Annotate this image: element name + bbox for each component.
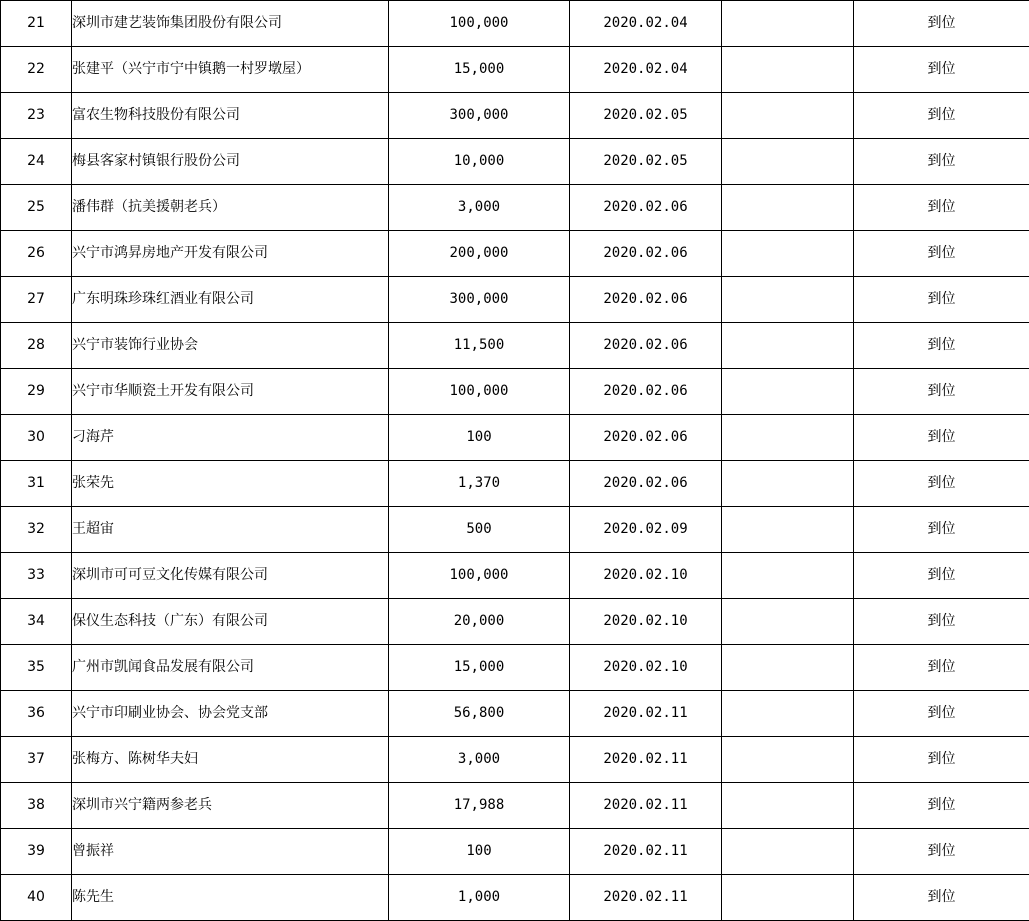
row-index-cell: 35 <box>1 645 72 691</box>
amount-cell: 300,000 <box>389 277 570 323</box>
date-cell: 2020.02.11 <box>570 875 722 921</box>
donor-name-cell: 富农生物科技股份有限公司 <box>72 93 389 139</box>
donor-name-cell: 张建平（兴宁市宁中镇鹅一村罗墩屋） <box>72 47 389 93</box>
row-index-cell: 30 <box>1 415 72 461</box>
amount-cell: 10,000 <box>389 139 570 185</box>
row-index-cell: 31 <box>1 461 72 507</box>
table-row <box>1 691 1029 737</box>
status-cell: 到位 <box>854 461 1029 507</box>
table-row <box>1 415 1029 461</box>
row-index-cell: 21 <box>1 1 72 47</box>
note-cell <box>722 93 854 139</box>
row-index-cell: 37 <box>1 737 72 783</box>
status-cell: 到位 <box>854 47 1029 93</box>
donor-name-cell: 王超宙 <box>72 507 389 553</box>
amount-cell: 100,000 <box>389 553 570 599</box>
date-cell: 2020.02.10 <box>570 599 722 645</box>
status-cell: 到位 <box>854 553 1029 599</box>
donor-name-cell: 梅县客家村镇银行股份公司 <box>72 139 389 185</box>
status-cell: 到位 <box>854 737 1029 783</box>
note-cell <box>722 277 854 323</box>
date-cell: 2020.02.06 <box>570 461 722 507</box>
date-cell: 2020.02.11 <box>570 737 722 783</box>
date-cell: 2020.02.04 <box>570 1 722 47</box>
row-index-cell: 29 <box>1 369 72 415</box>
table-row <box>1 875 1029 921</box>
note-cell <box>722 47 854 93</box>
donor-name-cell: 兴宁市华顺瓷土开发有限公司 <box>72 369 389 415</box>
table-row <box>1 737 1029 783</box>
note-cell <box>722 737 854 783</box>
row-index-cell: 27 <box>1 277 72 323</box>
status-cell: 到位 <box>854 369 1029 415</box>
row-index-cell: 38 <box>1 783 72 829</box>
note-cell <box>722 185 854 231</box>
donor-name-cell: 兴宁市装饰行业协会 <box>72 323 389 369</box>
date-cell: 2020.02.06 <box>570 415 722 461</box>
date-cell: 2020.02.06 <box>570 369 722 415</box>
row-index-cell: 25 <box>1 185 72 231</box>
status-cell: 到位 <box>854 875 1029 921</box>
table-row <box>1 1 1029 47</box>
date-cell: 2020.02.09 <box>570 507 722 553</box>
donor-name-cell: 兴宁市印刷业协会、协会党支部 <box>72 691 389 737</box>
amount-cell: 300,000 <box>389 93 570 139</box>
amount-cell: 3,000 <box>389 185 570 231</box>
donor-name-cell: 广东明珠珍珠红酒业有限公司 <box>72 277 389 323</box>
donor-name-cell: 深圳市兴宁籍两参老兵 <box>72 783 389 829</box>
status-cell: 到位 <box>854 323 1029 369</box>
donor-name-cell: 广州市凯闻食品发展有限公司 <box>72 645 389 691</box>
amount-cell: 3,000 <box>389 737 570 783</box>
table-row <box>1 185 1029 231</box>
table-row <box>1 277 1029 323</box>
amount-cell: 100 <box>389 415 570 461</box>
date-cell: 2020.02.11 <box>570 829 722 875</box>
date-cell: 2020.02.05 <box>570 93 722 139</box>
status-cell: 到位 <box>854 507 1029 553</box>
note-cell <box>722 829 854 875</box>
donor-name-cell: 潘伟群（抗美援朝老兵） <box>72 185 389 231</box>
row-index-cell: 32 <box>1 507 72 553</box>
date-cell: 2020.02.10 <box>570 645 722 691</box>
amount-cell: 100 <box>389 829 570 875</box>
amount-cell: 1,370 <box>389 461 570 507</box>
amount-cell: 17,988 <box>389 783 570 829</box>
row-index-cell: 22 <box>1 47 72 93</box>
date-cell: 2020.02.10 <box>570 553 722 599</box>
note-cell <box>722 461 854 507</box>
date-cell: 2020.02.06 <box>570 231 722 277</box>
status-cell: 到位 <box>854 415 1029 461</box>
note-cell <box>722 599 854 645</box>
donor-name-cell: 张荣先 <box>72 461 389 507</box>
row-index-cell: 26 <box>1 231 72 277</box>
amount-cell: 20,000 <box>389 599 570 645</box>
note-cell <box>722 369 854 415</box>
donation-table-body <box>1 1 1029 921</box>
note-cell <box>722 231 854 277</box>
note-cell <box>722 783 854 829</box>
table-row <box>1 783 1029 829</box>
table-row <box>1 47 1029 93</box>
status-cell: 到位 <box>854 277 1029 323</box>
date-cell: 2020.02.06 <box>570 277 722 323</box>
row-index-cell: 39 <box>1 829 72 875</box>
date-cell: 2020.02.05 <box>570 139 722 185</box>
amount-cell: 15,000 <box>389 645 570 691</box>
date-cell: 2020.02.06 <box>570 185 722 231</box>
table-row <box>1 231 1029 277</box>
table-row <box>1 461 1029 507</box>
amount-cell: 11,500 <box>389 323 570 369</box>
donor-name-cell: 兴宁市鸿昇房地产开发有限公司 <box>72 231 389 277</box>
row-index-cell: 23 <box>1 93 72 139</box>
amount-cell: 56,800 <box>389 691 570 737</box>
status-cell: 到位 <box>854 691 1029 737</box>
status-cell: 到位 <box>854 185 1029 231</box>
table-row <box>1 369 1029 415</box>
donor-name-cell: 陈先生 <box>72 875 389 921</box>
note-cell <box>722 645 854 691</box>
date-cell: 2020.02.11 <box>570 691 722 737</box>
row-index-cell: 33 <box>1 553 72 599</box>
date-cell: 2020.02.04 <box>570 47 722 93</box>
table-row <box>1 645 1029 691</box>
table-row <box>1 829 1029 875</box>
donor-name-cell: 保仪生态科技（广东）有限公司 <box>72 599 389 645</box>
row-index-cell: 28 <box>1 323 72 369</box>
table-row <box>1 323 1029 369</box>
status-cell: 到位 <box>854 139 1029 185</box>
date-cell: 2020.02.06 <box>570 323 722 369</box>
status-cell: 到位 <box>854 645 1029 691</box>
amount-cell: 15,000 <box>389 47 570 93</box>
amount-cell: 100,000 <box>389 369 570 415</box>
date-cell: 2020.02.11 <box>570 783 722 829</box>
status-cell: 到位 <box>854 93 1029 139</box>
note-cell <box>722 691 854 737</box>
donor-name-cell: 刁海芹 <box>72 415 389 461</box>
status-cell: 到位 <box>854 599 1029 645</box>
note-cell <box>722 415 854 461</box>
row-index-cell: 34 <box>1 599 72 645</box>
donor-name-cell: 深圳市可可豆文化传媒有限公司 <box>72 553 389 599</box>
table-row <box>1 139 1029 185</box>
amount-cell: 200,000 <box>389 231 570 277</box>
note-cell <box>722 553 854 599</box>
table-row <box>1 599 1029 645</box>
status-cell: 到位 <box>854 783 1029 829</box>
note-cell <box>722 875 854 921</box>
note-cell <box>722 139 854 185</box>
row-index-cell: 36 <box>1 691 72 737</box>
amount-cell: 500 <box>389 507 570 553</box>
donor-name-cell: 曾振祥 <box>72 829 389 875</box>
status-cell: 到位 <box>854 231 1029 277</box>
note-cell <box>722 323 854 369</box>
amount-cell: 1,000 <box>389 875 570 921</box>
status-cell: 到位 <box>854 829 1029 875</box>
donor-name-cell: 张梅方、陈树华夫妇 <box>72 737 389 783</box>
table-row <box>1 93 1029 139</box>
status-cell: 到位 <box>854 1 1029 47</box>
table-row <box>1 507 1029 553</box>
row-index-cell: 40 <box>1 875 72 921</box>
amount-cell: 100,000 <box>389 1 570 47</box>
row-index-cell: 24 <box>1 139 72 185</box>
note-cell <box>722 1 854 47</box>
table-row <box>1 553 1029 599</box>
note-cell <box>722 507 854 553</box>
donor-name-cell: 深圳市建艺装饰集团股份有限公司 <box>72 1 389 47</box>
